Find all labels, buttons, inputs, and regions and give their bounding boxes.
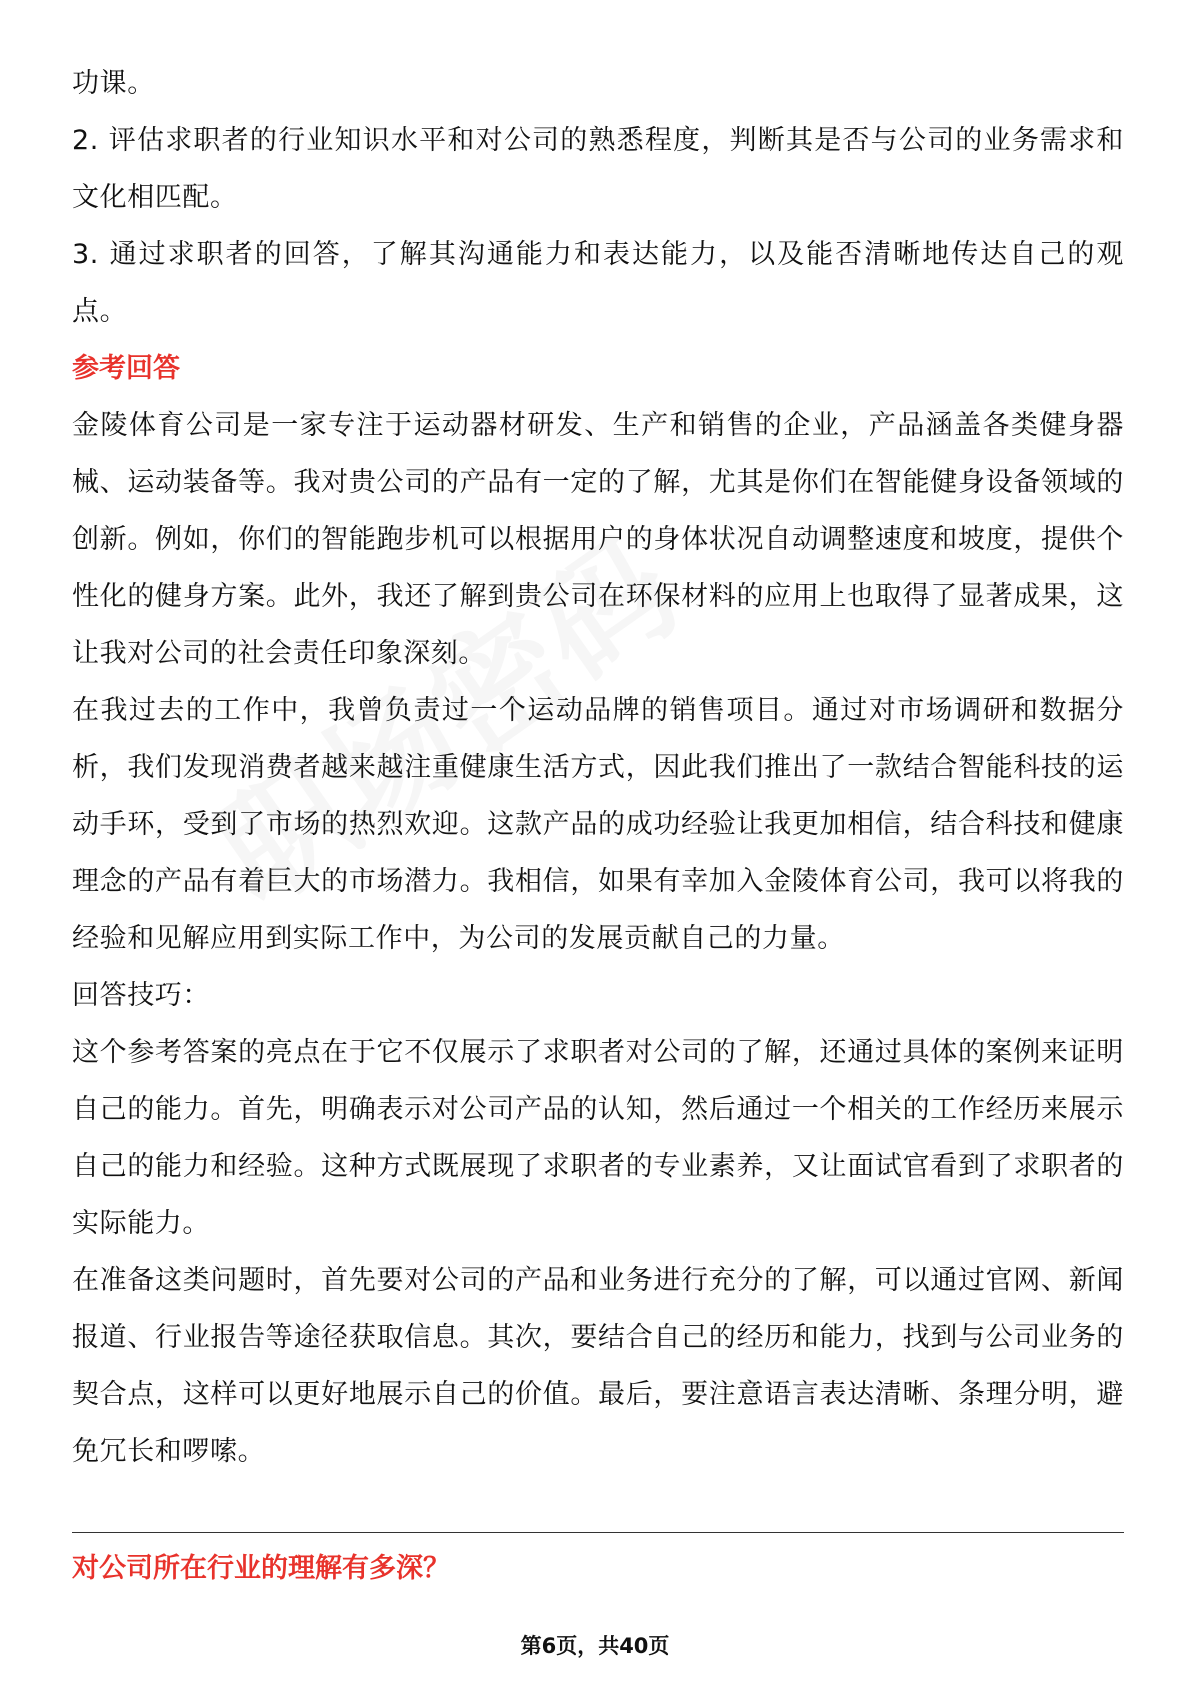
- next-question-heading: 对公司所在行业的理解有多深？: [72, 1553, 450, 1584]
- reference-paragraph-1: 金陵体育公司是一家专注于运动器材研发、生产和销售的企业，产品涵盖各类健身器械、运动装备等。我对贵公司的产品有一定的了解，尤其是你们在智能健身设备领域的创新。例如，你们的智能跑步机可以根据用户的身体状况自动调整速度和坡度，提供个性化的健身方案。此外，我还了解到贵公司在环保材料的应用上也取得了显著成果，这让我对公司的社会责任印象深刻。: [72, 410, 1124, 669]
- paragraph-top-2: 2. 评估求职者的行业知识水平和对公司的熟悉程度，判断其是否与公司的业务需求和文化相匹配。: [72, 125, 1124, 213]
- reference-paragraph-3: 这个参考答案的亮点在于它不仅展示了求职者对公司的了解，还通过具体的案例来证明自己的能力。首先，明确表示对公司产品的认知，然后通过一个相关的工作经历来展示自己的能力和经验。这种方式既展现了求职者的专业素养，又让面试官看到了求职者的实际能力。: [72, 1037, 1124, 1239]
- page-footer: 第6页，共40页: [520, 1634, 670, 1658]
- paragraph-top-3: 3. 通过求职者的回答，了解其沟通能力和表达能力，以及能否清晰地传达自己的观点。: [72, 239, 1124, 327]
- section-divider: [72, 1532, 1124, 1533]
- reference-paragraph-4: 在准备这类问题时，首先要对公司的产品和业务进行充分的了解，可以通过官网、新闻报道、行业报告等途径获取信息。其次，要结合自己的经历和能力，找到与公司业务的契合点，这样可以更好地展示自己的价值。最后，要注意语言表达清晰、条理分明，避免冗长和啰嗦。: [72, 1265, 1124, 1467]
- answer-tips-label: 回答技巧：: [72, 980, 210, 1011]
- reference-answer-heading: 参考回答: [72, 353, 180, 384]
- paragraph-top-1: 功课。: [72, 68, 155, 99]
- document-body: [72, 55, 1124, 1480]
- reference-paragraph-2: 在我过去的工作中，我曾负责过一个运动品牌的销售项目。通过对市场调研和数据分析，我们发现消费者越来越注重健康生活方式，因此我们推出了一款结合智能科技的运动手环，受到了市场的热烈欢迎。这款产品的成功经验让我更加相信，结合科技和健康理念的产品有着巨大的市场潜力。我相信，如果有幸加入金陵体育公司，我可以将我的经验和见解应用到实际工作中，为公司的发展贡献自己的力量。: [72, 695, 1124, 954]
